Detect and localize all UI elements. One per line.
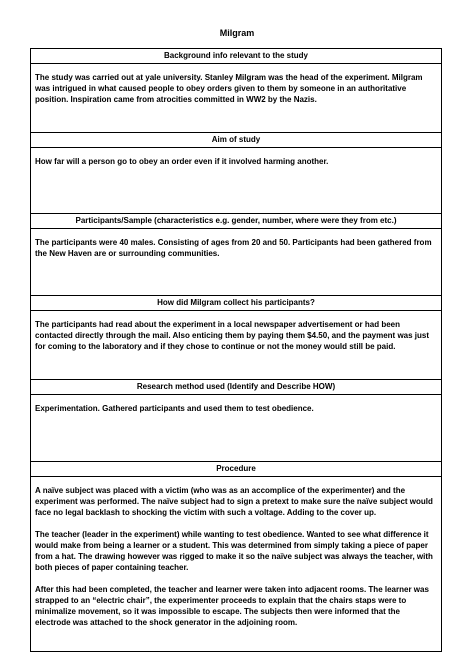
section-heading: Participants/Sample (characteristics e.g. gender, number, where were they from etc.) <box>31 214 441 229</box>
section-paragraph: After this had been completed, the teacher and learner were taken into adjacent rooms. The learner was strapped to an “electric chair”, the experimenter proceeds to explain that the chairs staps were to minimalize movement, so it was impossible to escape. The subjects then were informed that the electrode was attached to the shock generator in the adjoining room. <box>35 585 429 627</box>
section-paragraph: Experimentation. Gathered participants and used them to test obedience. <box>35 404 314 413</box>
section-paragraph: How far will a person go to obey an order even if it involved harming another. <box>35 157 329 166</box>
section-paragraph: The participants were 40 males. Consisting of ages from 20 and 50. Participants had been gathered from the New Haven are or surrounding communities. <box>35 238 432 258</box>
section-body <box>31 311 441 352</box>
section-heading: Aim of study <box>31 133 441 148</box>
section-participants <box>31 213 441 270</box>
section-heading: Background info relevant to the study <box>31 49 441 64</box>
section-paragraph: The teacher (leader in the experiment) while wanting to test obedience. Wanted to see what difference it would make from being a learner or a student. This was determined from simply taking a piece of paper from a hat. The drawing however was rigged to make it so the naïve subject was always the teacher, with both pieces of paper containing teacher. <box>35 530 433 572</box>
document-title: Milgram <box>219 28 255 38</box>
section-body <box>31 477 441 628</box>
worksheet-table <box>30 48 442 652</box>
section-paragraph: A naïve subject was placed with a victim (who was as an accomplice of the experimenter) and the experiment was performed. The naïve subject had to sign a pretext to make sure the naïve subject would face no legal backlash to shocking the victim with such a voltage. Adding to the cover up. <box>35 486 433 517</box>
section-procedure <box>31 461 441 639</box>
section-heading: Procedure <box>31 462 441 477</box>
section-background <box>31 49 441 116</box>
section-paragraph: The participants had read about the experiment in a local newspaper advertisement or had been contacted directly through the mail. Also enticing them by paying them $4.50, and the payment was just for coming to the laboratory and if they chose to continue or not the money would still be paid. <box>35 320 430 351</box>
section-paragraph: The study was carried out at yale university. Stanley Milgram was the head of the experiment. Milgram was intrigued in what caused people to obey orders given to them by someone in an authoritative position. Inspiration came from atrocities committed in WW2 by the Nazis. <box>35 73 423 104</box>
section-heading: How did Milgram collect his participants? <box>31 296 441 311</box>
section-body <box>31 395 441 414</box>
section-heading: Research method used (Identify and Describe HOW) <box>31 380 441 395</box>
section-research-method <box>31 379 441 425</box>
section-collection <box>31 295 441 363</box>
section-body <box>31 229 441 259</box>
section-body <box>31 148 441 167</box>
section-aim <box>31 132 441 178</box>
section-body <box>31 64 441 105</box>
